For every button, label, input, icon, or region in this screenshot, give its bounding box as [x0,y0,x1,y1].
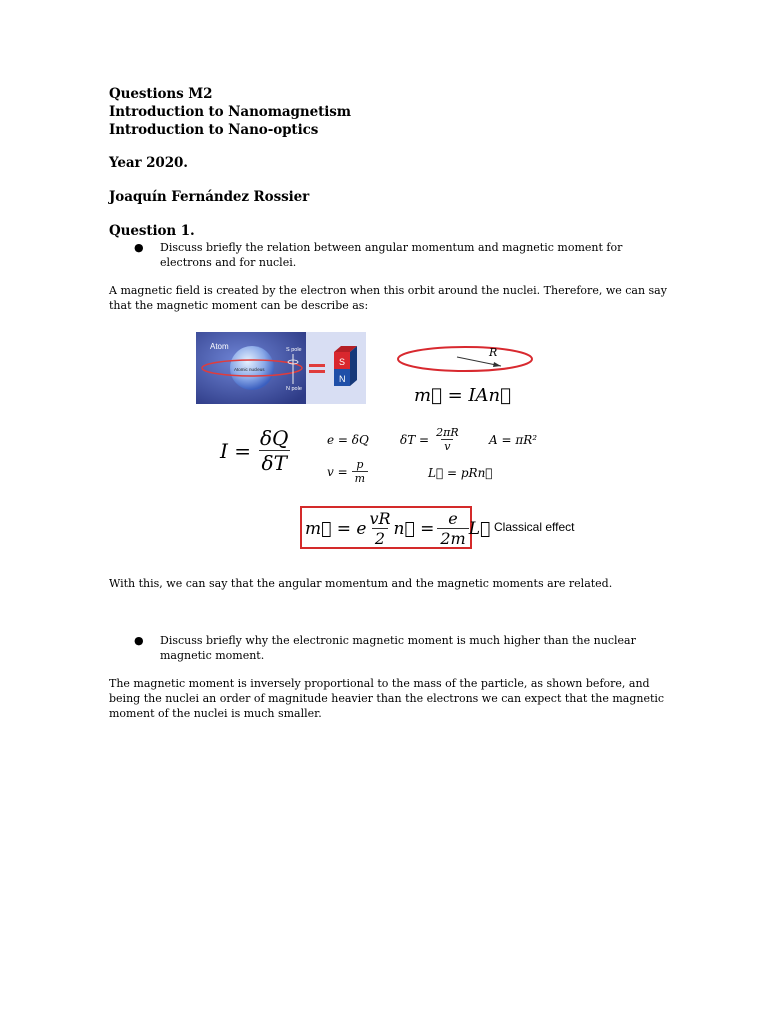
magnet-s-label: S [339,357,346,367]
npole-label: N pole [286,386,302,392]
bullet2-line1: Discuss briefly why the electronic magnetic moment is much higher than the nuclear [160,634,636,647]
boxed-end: L⃗ [468,518,491,539]
orbit-diagram [395,344,537,376]
radius-label: R [489,346,498,359]
angular-momentum-equation: L⃗ = pRn⃗ [428,466,493,480]
answer2-line2: being the nuclei an order of magnitude heavier than the electrons we can expect that the magnetic [109,692,665,705]
conclusion-text: With this, we can say that the angular momentum and the magnetic moments are related. [109,577,613,590]
atom-figure [196,332,366,404]
bullet1-line1: Discuss briefly the relation between angular momentum and magnetic moment for [160,241,623,254]
velocity-lhs: v = [327,464,348,479]
answer2-line1: The magnetic moment is inversely proportional to the mass of the particle, as shown before, and [109,677,650,690]
answer1-line1: A magnetic field is created by the electron when this orbit around the nuclei. Therefore, we can say [109,284,667,297]
answer1-line2: that the magnetic moment can be describe as: [109,299,369,312]
bullet2-line2: magnetic moment. [160,649,265,662]
period-num: 2πR [436,426,459,439]
velocity-num: p [356,458,364,471]
classical-effect-label: Classical effect [494,520,575,534]
question-title: Question 1. [109,223,195,239]
current-num: δQ [260,426,289,450]
velocity-den: m [352,471,368,485]
magnet-n-label: N [339,374,346,384]
boxed-den1: 2 [372,528,388,548]
course-title-1: Introduction to Nanomagnetism [109,104,351,120]
boxed-den2: 2m [437,528,468,548]
bullet-marker: ● [134,241,144,254]
period-den: v [441,439,453,453]
doc-title: Questions M2 [109,86,213,102]
period-equation [400,426,462,453]
atom-label: Atom [210,342,229,351]
current-equation [220,426,291,475]
year-label: Year 2020. [109,155,188,171]
boxed-mid: n⃗ = [393,518,435,539]
boxed-num2: e [448,509,458,528]
spole-label: S pole [286,347,302,353]
boxed-lhs: m⃗ = e [305,518,367,539]
area-equation: A = πR² [489,433,538,447]
bullet1-line2: electrons and for nuclei. [160,256,297,269]
charge-equation: e = δQ [327,433,369,447]
course-title-2: Introduction to Nano-optics [109,122,319,138]
author-name: Joaquín Fernández Rossier [109,189,310,205]
nucleus-label: Atomic nucleus [234,367,265,372]
bullet-marker: ● [134,634,144,647]
period-lhs: δT = [400,432,430,447]
moment-equation: m⃗ = IAn⃗ [414,385,511,406]
boxed-equation [300,506,491,549]
answer2-line3: moment of the nuclei is much smaller. [109,707,322,720]
current-den: δT [259,450,290,475]
atom-illustration [196,332,366,404]
boxed-num1: vR [369,509,391,528]
velocity-equation [327,458,368,485]
current-lhs: I = [220,438,252,463]
